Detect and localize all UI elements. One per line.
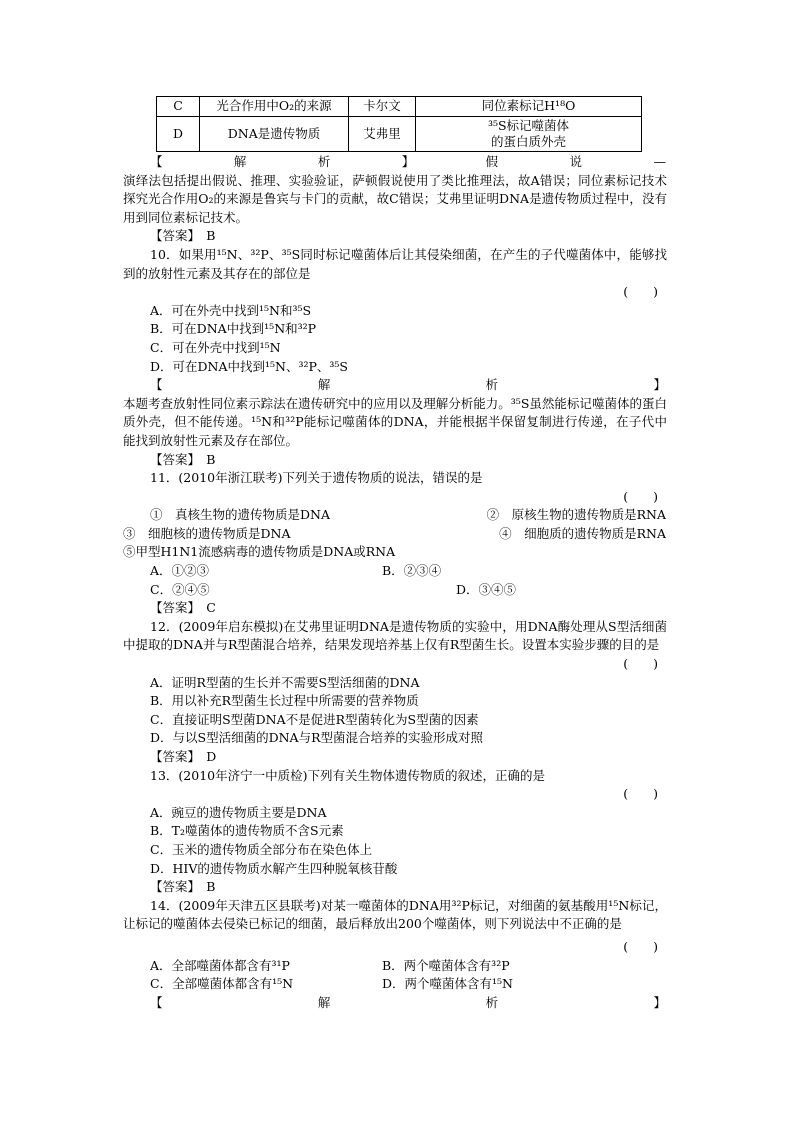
- table-row: [157, 97, 642, 117]
- answer-blank: ( ): [623, 488, 658, 504]
- bracket-open: 【: [150, 154, 163, 169]
- answer: 【答案】 B: [150, 228, 216, 244]
- table-cell-content: 光合作用中O₂的来源: [200, 97, 349, 117]
- option-row: [150, 957, 670, 976]
- bracket-open: 【: [150, 994, 163, 1010]
- option: C．直接证明S型菌DNA不是促进R型菌转化为S型菌的因素: [150, 711, 479, 727]
- table-cell-method: [416, 117, 642, 152]
- table-row: [157, 117, 642, 152]
- question-stem: 12．(2009年启东模拟)在艾弗里证明DNA是遗传物质的实验中，用DNA酶处理从S型活细菌中提取的DNA并与R型菌混合培养，结果发现培养基上仅有R型菌生长。设置本实验步骤的目的是: [123, 618, 667, 653]
- option: B．T₂噬菌体的遗传物质不含S元素: [150, 823, 344, 839]
- table-cell-label: C: [157, 97, 200, 117]
- option: D．两个噬菌体含有¹⁵N: [382, 976, 513, 992]
- question-stem: 11．(2010年浙江联考)下列关于遗传物质的说法，错误的是: [150, 470, 483, 486]
- statement: ⑤甲型H1N1流感病毒的遗传物质是DNA或RNA: [123, 544, 396, 560]
- option: D．可在DNA中找到¹⁵N、³²P、³⁵S: [150, 358, 348, 374]
- table-cell-label: D: [157, 117, 200, 152]
- analysis-char: 析: [485, 377, 499, 393]
- option: C．玉米的遗传物质全部分布在染色体上: [150, 841, 373, 857]
- statement: ② 原核生物的遗传物质是RNA: [486, 507, 666, 523]
- table-cell-scientist: 艾弗里: [349, 117, 416, 152]
- answer-blank: ( ): [623, 656, 658, 672]
- answer-blank: ( ): [623, 284, 658, 300]
- document-body: [123, 96, 670, 1012]
- analysis-char: 解: [317, 377, 331, 393]
- analysis-word: —: [653, 154, 666, 169]
- answer: 【答案】 B: [150, 451, 216, 467]
- statement: ① 真核生物的遗传物质是DNA: [150, 507, 330, 523]
- option: C．②④⑤: [150, 581, 210, 597]
- option: B．用以补充R型菌生长过程中所需要的营养物质: [150, 693, 419, 709]
- bracket-close: 】: [401, 154, 415, 169]
- table-cell-method: 同位素标记H¹⁸O: [416, 97, 642, 117]
- answer: 【答案】 D: [150, 749, 217, 764]
- option: B．可在DNA中找到¹⁵N和³²P: [150, 321, 317, 337]
- option: D．③④⑤: [456, 581, 517, 597]
- option: D．HIV的遗传物质水解产生四种脱氧核苷酸: [150, 860, 398, 876]
- bracket-close: 】: [653, 377, 666, 393]
- option: B．②③④: [382, 563, 442, 579]
- question-stem: 13．(2010年济宁一中质检)下列有关生物体遗传物质的叙述，正确的是: [150, 767, 545, 783]
- option: A．可在外壳中找到¹⁵N和³⁵S: [150, 302, 312, 318]
- experiment-table: [156, 96, 642, 152]
- option: A．证明R型菌的生长并不需要S型活细菌的DNA: [150, 674, 420, 690]
- answer: 【答案】 C: [150, 600, 216, 616]
- option: C．全部噬菌体都含有¹⁵N: [150, 976, 294, 992]
- statement: ④ 细胞质的遗传物质是RNA: [499, 525, 666, 541]
- option: D．与以S型活细菌的DNA与R型菌混合培养的实验形成对照: [150, 730, 483, 746]
- option-row: [150, 562, 670, 581]
- analysis-char: 析: [485, 994, 499, 1010]
- analysis-text: 演绎法包括提出假说、推理、实验验证，萨顿假说使用了类比推理法，故A错误；同位素标记技术探究光合作用O₂的来源是鲁宾与卡门的贡献，故C错误；艾弗里证明DNA是遗传物质过程中，没有用到同位素标记技术。: [123, 172, 667, 225]
- option: C．可在外壳中找到¹⁵N: [150, 339, 281, 355]
- answer-blank: ( ): [623, 786, 658, 802]
- analysis-char: 析: [317, 154, 331, 169]
- answer-blank: ( ): [623, 938, 658, 954]
- statement-line: [123, 525, 666, 544]
- answer: 【答案】 B: [150, 879, 216, 895]
- analysis-header: [150, 376, 666, 395]
- method-line: 的蛋白质外壳: [490, 134, 566, 149]
- statement-line: [150, 506, 666, 525]
- table-cell-content: DNA是遗传物质: [200, 117, 349, 152]
- analysis-word: 假: [485, 154, 499, 169]
- analysis-char: 解: [317, 994, 331, 1010]
- option: B．两个噬菌体含有³²P: [382, 957, 510, 973]
- option: A．豌豆的遗传物质主要是DNA: [150, 804, 327, 820]
- analysis-word: 说: [569, 154, 583, 169]
- statement: ③ 细胞核的遗传物质是DNA: [123, 525, 291, 541]
- question-stem: 14．(2009年天津五区县联考)对某一噬菌体的DNA用³²P标记，对细菌的氨基酸用¹⁵N标记，让标记的噬菌体去侵染已标记的细菌，最后释放出200个噬菌体，则下列说法中不正确的是: [123, 897, 667, 932]
- option-row: [150, 975, 670, 994]
- question-stem: 10．如果用¹⁵N、³²P、³⁵S同时标记噬菌体后让其侵染细菌，在产生的子代噬菌体中，能够找到的放射性元素及其存在的部位是: [123, 246, 667, 281]
- analysis-header: [150, 994, 666, 1013]
- method-line: ³⁵S标记噬菌体: [487, 118, 570, 133]
- table-cell-scientist: 卡尔文: [349, 97, 416, 117]
- bracket-close: 】: [653, 994, 666, 1010]
- analysis-char: 解: [233, 154, 247, 169]
- bracket-open: 【: [150, 377, 163, 393]
- analysis-text: 本题考查放射性同位素示踪法在遗传研究中的应用以及理解分析能力。³⁵S虽然能标记噬菌体的蛋白质外壳，但不能传递。¹⁵N和³²P能标记噬菌体的DNA，并能根据半保留复制进行传递，在子代中能找到放射性元素及存在部位。: [123, 395, 667, 448]
- option: A．全部噬菌体都含有³¹P: [150, 957, 290, 973]
- analysis-header: [150, 153, 666, 172]
- option-row: [150, 581, 670, 600]
- option: A．①②③: [150, 563, 210, 579]
